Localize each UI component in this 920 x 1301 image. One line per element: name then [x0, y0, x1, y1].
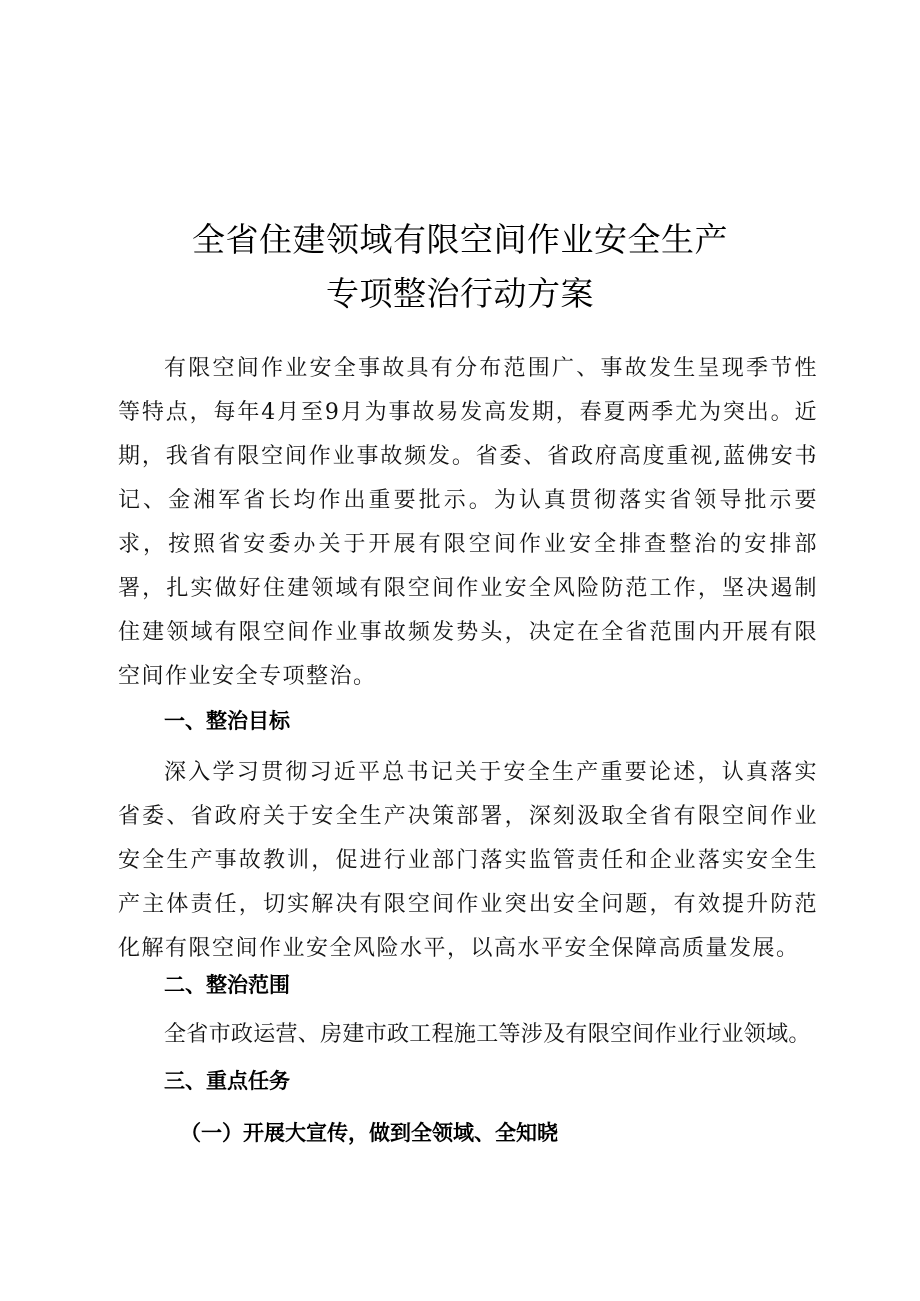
intro-paragraph: 有限空间作业安全事故具有分布范围广、事故发生呈现季节性等特点，每年4月至9月为事故易发高发期，春夏两季尤为突出。近期，我省有限空间作业事故频发。省委、省政府高度重视,蓝佛安书记、金湘军省长均作出重要批示。为认真贯彻落实省领导批示要求，按照省安委办关于开展有限空间作业安全排查整治的安排部署，扎实做好住建领域有限空间作业安全风险防范工作，坚决遏制住建领域有限空间作业事故频发势头，决定在全省范围内开展有限空间作业安全专项整治。	[118, 356, 818, 689]
section-heading-goals: 一、整治目标	[164, 709, 290, 733]
section-heading-tasks: 三、重点任务	[164, 1069, 290, 1093]
section-heading-scope: 二、整治范围	[164, 973, 290, 997]
document-title-line-1: 全省住建领域有限空间作业安全生产	[192, 220, 728, 259]
document-title-line-2: 专项整治行动方案	[326, 274, 594, 313]
subsection-heading-publicity: （一）开展大宣传，做到全领域、全知晓	[180, 1121, 558, 1145]
section-scope-paragraph: 全省市政运营、房建市政工程施工等涉及有限空间作业行业领域。	[164, 1022, 811, 1047]
section-goals-paragraph: 深入学习贯彻习近平总书记关于安全生产重要论述，认真落实省委、省政府关于安全生产决策部署，深刻汲取全省有限空间作业安全生产事故教训，促进行业部门落实监管责任和企业落实安全生产主体责任，切实解决有限空间作业突出安全问题，有效提升防范化解有限空间作业安全风险水平，以高水平安全保障高质量发展。	[118, 760, 818, 961]
